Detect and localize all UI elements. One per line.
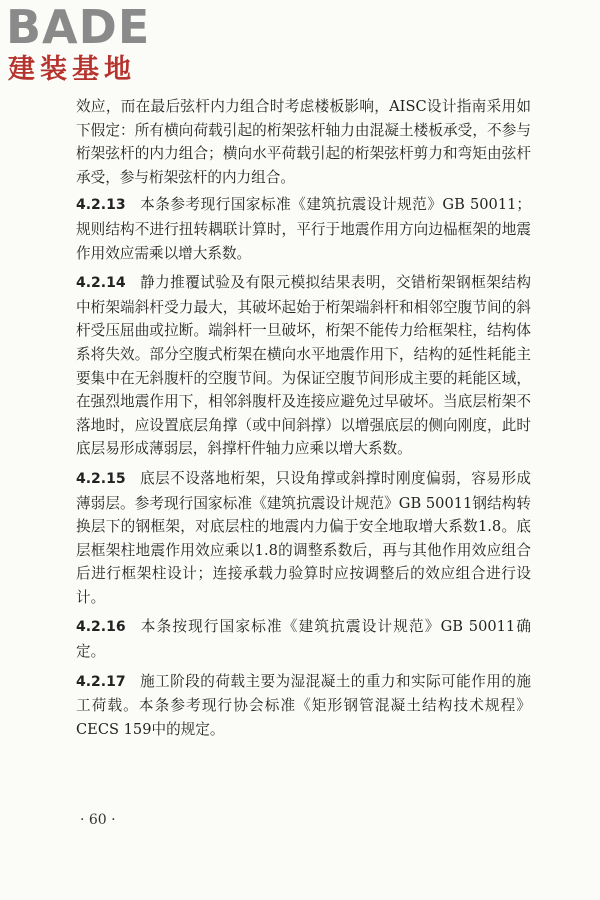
section-text: 本条参考现行国家标准《建筑抗震设计规范》GB 50011；规则结构不进行扭转耦联计算时，平行于地震作用方向边榀框架的地震作用效应需乘以增大系数。 bbox=[76, 196, 531, 262]
logo-wordmark: BADE bbox=[6, 0, 151, 54]
section-4-2-16 bbox=[76, 615, 531, 663]
section-number: 4.2.17 bbox=[76, 673, 126, 690]
page-number: · 60 · bbox=[80, 812, 116, 828]
section-number: 4.2.16 bbox=[76, 619, 126, 636]
section-text: 施工阶段的荷载主要为湿混凝土的重力和实际可能作用的施工荷载。本条参考现行协会标准《矩形钢管混凝土结构技术规程》CECS 159中的规定。 bbox=[76, 672, 531, 738]
document-body bbox=[76, 95, 531, 747]
continuation-paragraph: 效应，而在最后弦杆内力组合时考虑楼板影响，AISC设计指南采用如下假定：所有横向荷载引起的桁架弦杆轴力由混凝土楼板承受，不参与桁架弦杆的内力组合；横向水平荷载引起的桁架弦杆剪力和弯矩由弦杆承受，参与桁架弦杆的内力组合。 bbox=[76, 98, 531, 186]
section-number: 4.2.13 bbox=[76, 197, 126, 214]
section-text: 静力推覆试验及有限元模拟结果表明，交错桁架钢框架结构中桁架端斜杆受力最大，其破坏起始于桁架端斜杆和相邻空腹节间的斜杆受压屈曲或拉断。端斜杆一旦破坏，桁架不能传力给框架柱，结构体系将失效。部分空腹式桁架在横向水平地震作用下，结构的延性耗能主要集中在无斜腹杆的空腹节间。为保证空腹节间形成主要的耗能区域，在强烈地震作用下，相邻斜腹杆及连接应避免过早破坏。当底层桁架不落地时，应设置底层角撑（或中间斜撑）以增强底层的侧向刚度，此时底层易形成薄弱层，斜撑杆件轴力应乘以增大系数。 bbox=[76, 274, 531, 458]
section-4-2-14 bbox=[76, 271, 531, 461]
section-4-2-13 bbox=[76, 193, 531, 265]
section-number: 4.2.14 bbox=[76, 275, 126, 292]
section-text: 底层不设落地桁架，只设角撑或斜撑时刚度偏弱，容易形成薄弱层。参考现行国家标准《建筑抗震设计规范》GB 50011钢结构转换层下的钢框架，对底层柱的地震内力偏于安全地取增大系数1.8。底层框架柱地震作用效应乘以1.8的调整系数后，再与其他作用效应组合后进行框架柱设计；连接承载力验算时应按调整后的效应组合进行设计。 bbox=[76, 469, 531, 606]
section-text: 本条按现行国家标准《建筑抗震设计规范》GB 50011确定。 bbox=[76, 618, 531, 661]
section-4-2-17 bbox=[76, 670, 531, 742]
section-number: 4.2.15 bbox=[76, 470, 126, 487]
section-4-2-15 bbox=[76, 467, 531, 610]
bade-logo bbox=[6, 2, 186, 90]
logo-subtitle: 建装基地 bbox=[8, 54, 136, 85]
